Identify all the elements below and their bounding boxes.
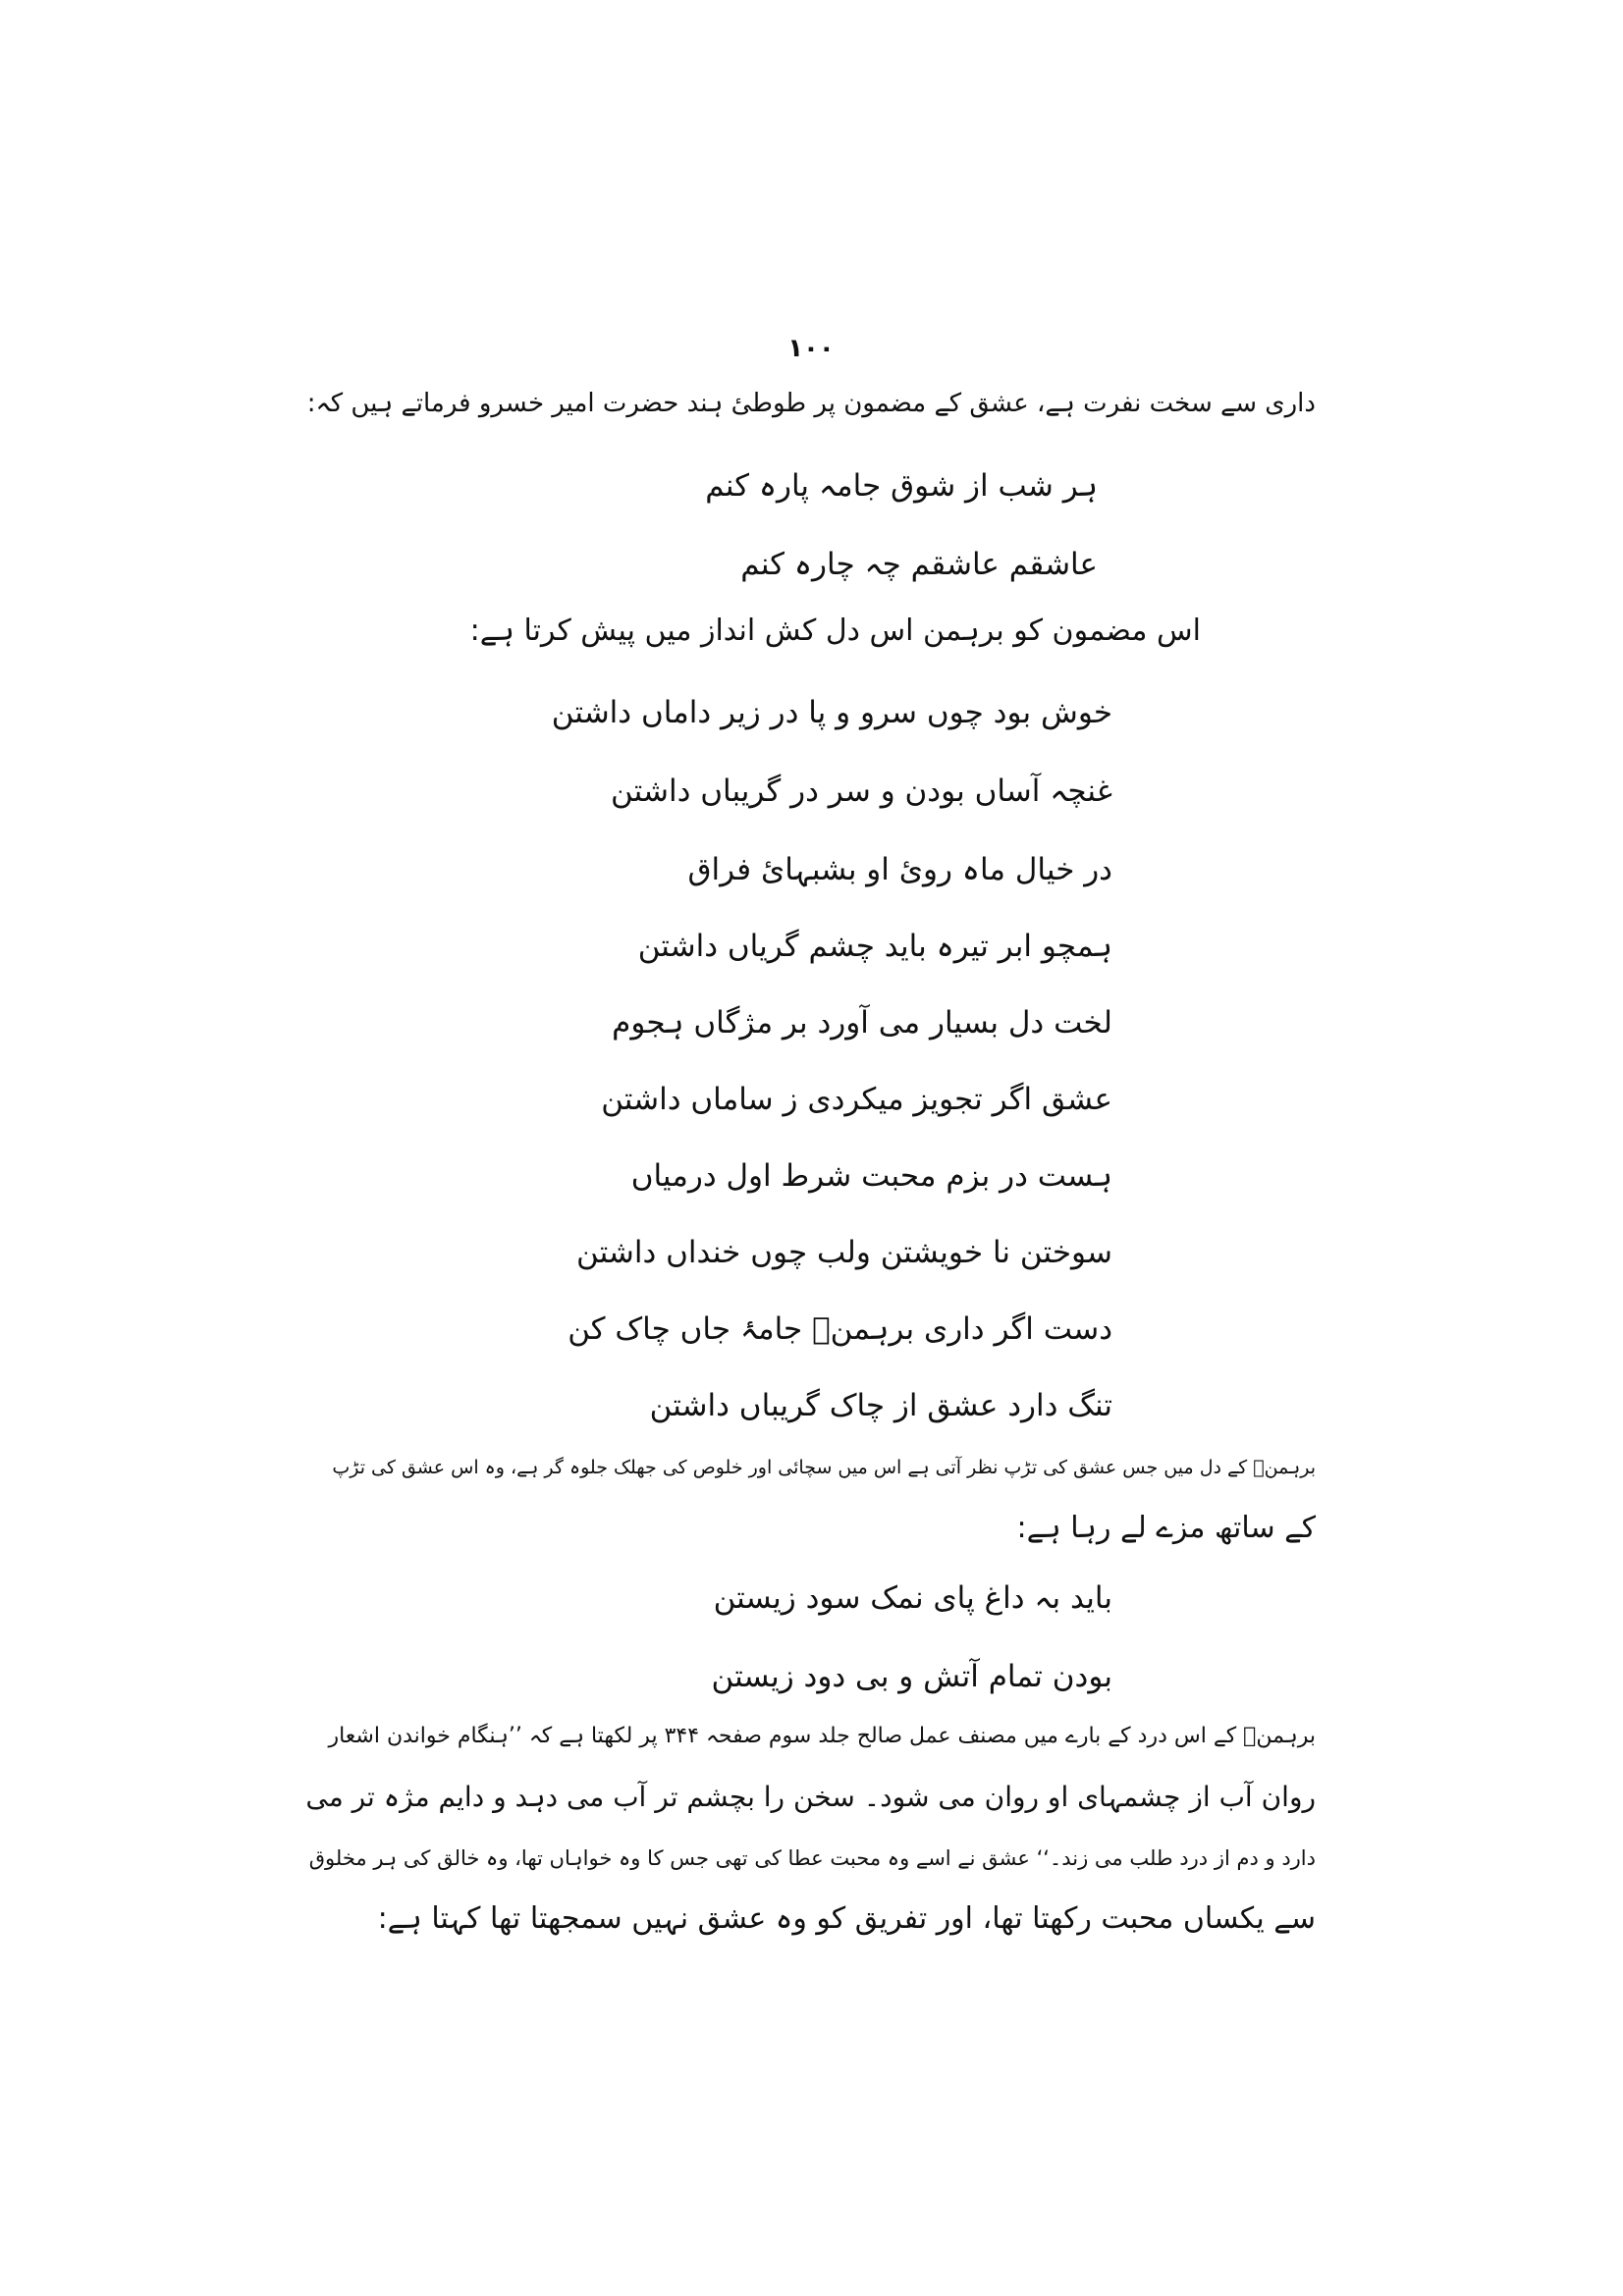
- ghazal-verse-10: تنگ دارد عشق از چاک گریباں داشتن: [649, 1388, 1112, 1423]
- page-number: ۱۰۰: [787, 334, 835, 363]
- paragraph-3-line-4: سے یکساں محبت رکھتا تھا، اور تفریق کو وہ عشق نہیں سمجھتا تھا کہتا ہے:: [377, 1901, 1316, 1936]
- couplet2-verse-1: باید بہ داغ پای نمک سود زیستن: [713, 1580, 1112, 1616]
- brahman-intro-line: اس مضمون کو برہمن اس دل کش انداز میں پیش کرتا ہے:: [469, 614, 1201, 648]
- ghazal-verse-3: در خیال ماہ روئ او بشبہائ فراق: [687, 852, 1112, 887]
- ghazal-verse-5: لخت دل بسیار می آورد بر مژگاں ہجوم: [612, 1005, 1112, 1041]
- ghazal-verse-1: خوش بود چوں سرو و پا در زیر داماں داشتن: [551, 695, 1112, 730]
- intro-line: داری سے سخت نفرت ہے، عشق کے مضمون پر طوطیٔ ہند حضرت امیر خسرو فرماتے ہیں کہ:: [306, 389, 1316, 418]
- ghazal-verse-8: سوختن نا خویشتن ولب چوں خنداں داشتن: [575, 1235, 1112, 1270]
- ghazal-verse-7: ہست در بزم محبت شرط اول درمیاں: [630, 1158, 1112, 1194]
- ghazal-verse-4: ہمچو ابر تیرہ باید چشم گریاں داشتن: [637, 929, 1112, 964]
- paragraph-3-line-1: برہمنؔ کے اس درد کے بارے میں مصنف عمل صالح جلد سوم صفحہ ۳۴۴ پر لکھتا ہے کہ ’’ہنگام خواندن اشعار: [328, 1724, 1316, 1748]
- khusrau-verse-2: عاشقم عاشقم چہ چارہ کنم: [740, 547, 1098, 582]
- paragraph-2-line-2: کے ساتھ مزے لے رہا ہے:: [1016, 1511, 1316, 1545]
- paragraph-2-line-1: برہمنؔ کے دل میں جس عشق کی تڑپ نظر آتی ہے اس میں سچائی اور خلوص کی جھلک جلوہ گر ہے، وہ اس عشق کی تڑپ: [332, 1457, 1316, 1478]
- paragraph-2: [304, 1437, 1316, 1559]
- ghazal-verse-6: عشق اگر تجویز میکردی ز ساماں داشتن: [601, 1082, 1112, 1117]
- paragraph-3: [304, 1706, 1316, 1949]
- paragraph-3-line-3: دارد و دم از درد طلب می زند۔‘‘ عشق نے اسے وہ محبت عطا کی تھی جس کا وہ خواہاں تھا، وہ خالق کی ہر مخلوق: [308, 1846, 1316, 1870]
- couplet2-verse-2: بودن تمام آتش و بی دود زیستن: [711, 1659, 1112, 1694]
- ghazal-verse-9: دست اگر داری برہمنؔ جامۂ جاں چاک کن: [568, 1311, 1112, 1347]
- intro-paragraph: [304, 373, 1316, 434]
- ghazal-verse-2: غنچہ آساں بودن و سر در گریباں داشتن: [611, 774, 1112, 809]
- khusrau-verse-1: ہر شب از شوق جامہ پارہ کنم: [705, 468, 1098, 504]
- paragraph-3-line-2: روان آب از چشمہای او روان می شود۔ سخن را بچشم تر آب می دہد و دایم مژہ تر می: [305, 1781, 1316, 1813]
- brahman-intro: [415, 601, 1201, 662]
